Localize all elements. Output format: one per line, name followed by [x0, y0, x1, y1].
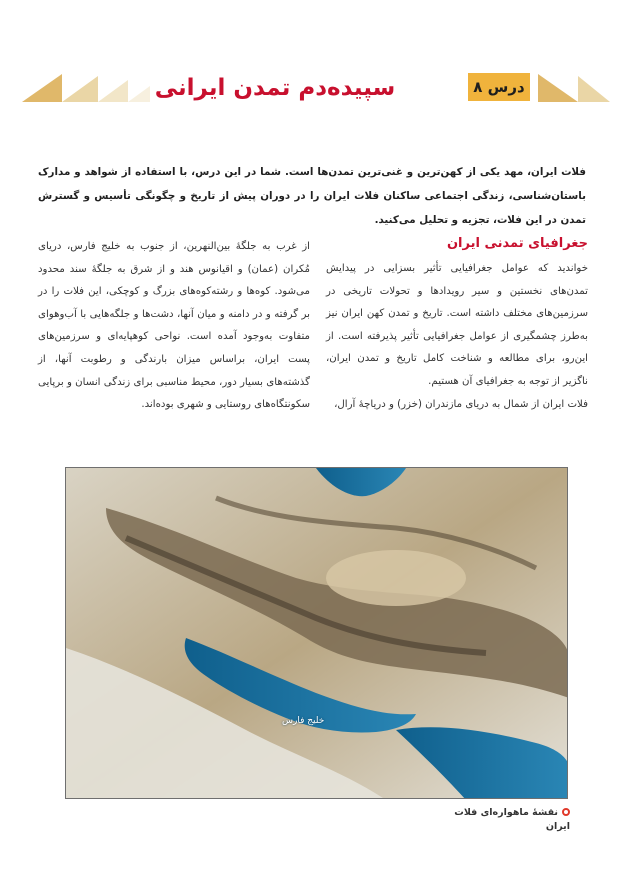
intro-paragraph: فلات ایران، مهد یکی از کهن‌ترین و غنی‌ترین تمدن‌ها است. شما در این درس، با استفاده از شواهد و مدارک باستان‌شناسی، زندگی اجتماعی ساکنان فلات ایران را در دوران پیش از تاریخ و چگونگی تأسیس و گسترش تمدن در این فلات، تجزیه و تحلیل می‌کنید.: [38, 166, 586, 227]
page-title: سپیده‌دم تمدن ایرانی: [154, 75, 396, 101]
map-caption: [440, 806, 570, 834]
map-caption-text: نقشهٔ ماهواره‌ای فلات ایران: [454, 807, 570, 832]
text-column-right: [326, 232, 588, 416]
gulf-label: خلیج فارس: [282, 716, 325, 726]
caption-bullet-icon: [562, 808, 570, 816]
lesson-number-badge: درس ۸: [468, 73, 530, 101]
section-heading: جغرافیای تمدنی ایران: [446, 236, 588, 251]
section-paragraph-1: خواندید که عوامل جغرافیایی تأثیر بسزایی در پیدایش تمدن‌های نخستین و سیر رویدادها و تحولات تاریخی در سرزمین‌های مختلف داشته است. تاریخ و تمدن کهن ایران نیز به‌طرز چشمگیری از عوامل جغرافیایی تأثیر پذیرفته است. از این‌رو، برای مطالعه و شناخت کامل تاریخ و تمدن ایران، ناگزیر از توجه به جغرافیای آن هستیم.: [326, 263, 588, 387]
text-column-left: [38, 236, 310, 417]
satellite-map-drawing: [66, 468, 568, 799]
satellite-map-image: [65, 467, 568, 799]
section-paragraph-2-continued: از غرب به جلگهٔ بین‌النهرین، از جنوب به خلیج فارس، دریای مُکران (عمان) و اقیانوس هند و از شرق به جلگهٔ سند محدود می‌شود. کوه‌ها و رشته‌کوه‌های بزرگ و کوچکی، این فلات را در بر گرفته و در دامنه و میان آنها، دشت‌ها و جلگه‌هایی با آب‌وهوای متفاوت به‌وجود آمده است. نواحی کوهپایه‌ای و سرزمین‌های پست ایران، براساس میزان بارندگی و رطوبت آنها، از گذشته‌های بسیار دور، محیط مناسبی برای زندگی انسان و برپایی سکونتگاه‌های روستایی و شهری بوده‌اند.: [38, 241, 310, 411]
section-paragraph-2-start: فلات ایران از شمال به دریای مازندران (خزر) و دریاچهٔ آرال،: [334, 398, 588, 410]
